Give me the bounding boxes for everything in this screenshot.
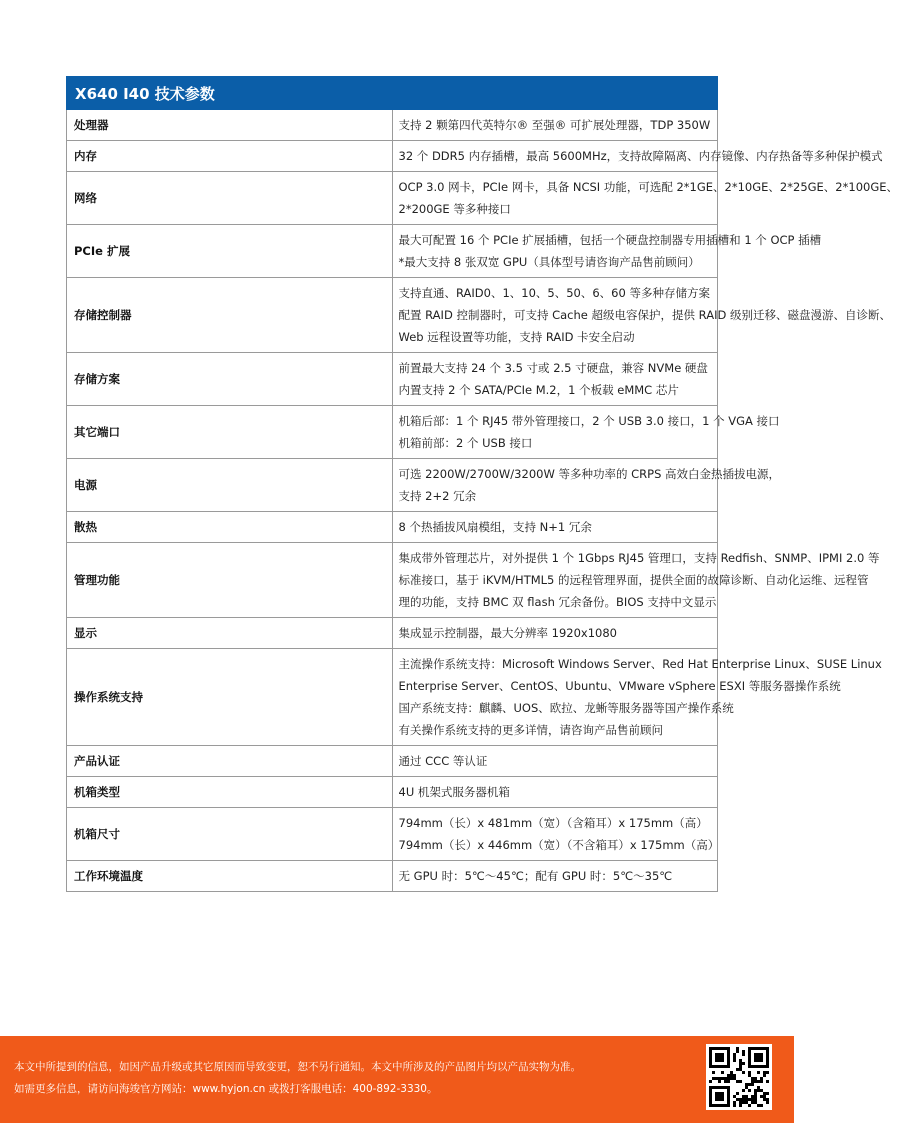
spec-row (67, 512, 718, 543)
spec-value-line: 可选 2200W/2700W/3200W 等多种功率的 CRPS 高效白金热插拔电源， (398, 467, 781, 481)
spec-body (67, 110, 898, 892)
spec-value-line: 无 GPU 时：5℃～45℃；配有 GPU 时：5℃～35℃ (398, 869, 673, 883)
spec-label: 其它端口 (67, 406, 393, 459)
spec-value-line: 集成带外管理芯片，对外提供 1 个 1Gbps RJ45 管理口，支持 Redfish、SNMP、IPMI 2.0 等 (398, 551, 880, 565)
spec-row (67, 649, 718, 746)
spec-value-line: 配置 RAID 控制器时，可支持 Cache 超级电容保护，提供 RAID 级别迁移、磁盘漫游、自诊断、 (398, 308, 891, 322)
footer-disclaimer: 本文中所提到的信息，如因产品升级或其它原因而导致变更，恕不另行通知。本文中所涉及的产品图片均以产品实物为准。 (14, 1061, 581, 1073)
spec-value-line: 机箱前部：2 个 USB 接口 (398, 436, 533, 450)
spec-value (392, 777, 718, 808)
spec-value-line: 集成显示控制器，最大分辨率 1920x1080 (398, 626, 617, 640)
spec-row (67, 808, 718, 861)
spec-row (67, 459, 718, 512)
spec-row (67, 777, 718, 808)
spec-label: 产品认证 (67, 746, 393, 777)
spec-row (67, 746, 718, 777)
spec-value-line: 最大可配置 16 个 PCIe 扩展插槽，包括一个硬盘控制器专用插槽和 1 个 OCP 插槽 (398, 233, 822, 247)
spec-value-line: 2*200GE 等多种接口 (398, 202, 511, 216)
spec-value-line: 支持 2 颗第四代英特尔® 至强® 可扩展处理器，TDP 350W (398, 118, 711, 132)
spec-value-line: 794mm（长）x 481mm（宽）（含箱耳）x 175mm（高） (398, 816, 708, 830)
spec-value-line: 通过 CCC 等认证 (398, 754, 488, 768)
spec-value (392, 746, 718, 777)
spec-label: 网络 (67, 172, 393, 225)
spec-value (392, 512, 718, 543)
spec-value (392, 406, 780, 459)
spec-value (392, 110, 718, 141)
spec-row (67, 110, 718, 141)
spec-value (392, 459, 781, 512)
spec-value-line: Web 远程设置等功能，支持 RAID 卡安全启动 (398, 330, 635, 344)
spec-label: 机箱尺寸 (67, 808, 393, 861)
spec-label: 管理功能 (67, 543, 393, 618)
spec-value (392, 278, 891, 353)
spec-value-line: 794mm（长）x 446mm（宽）（不含箱耳）x 175mm（高） (398, 838, 720, 852)
spec-value (392, 649, 882, 746)
spec-value-line: Enterprise Server、CentOS、Ubuntu、VMware vSphere ESXI 等服务器操作系统 (398, 679, 841, 693)
spec-label: 内存 (67, 141, 393, 172)
spec-value-line: 32 个 DDR5 内存插槽，最高 5600MHz，支持故障隔离、内存镜像、内存热备等多种保护模式 (398, 149, 883, 163)
spec-value-line: 内置支持 2 个 SATA/PCIe M.2，1 个板载 eMMC 芯片 (398, 383, 679, 397)
spec-value-line: 理的功能，支持 BMC 双 flash 冗余备份。BIOS 支持中文显示 (398, 595, 717, 609)
spec-value-line: 支持直通、RAID0、1、10、5、50、6、60 等多种存储方案 (398, 286, 710, 300)
spec-row (67, 353, 718, 406)
spec-row (67, 141, 718, 172)
spec-value (392, 543, 880, 618)
spec-label: 机箱类型 (67, 777, 393, 808)
spec-value-line: 4U 机架式服务器机箱 (398, 785, 510, 799)
spec-row (67, 225, 718, 278)
spec-value (392, 808, 718, 861)
spec-row (67, 618, 718, 649)
spec-value-line: OCP 3.0 网卡，PCIe 网卡，具备 NCSI 功能，可选配 2*1GE、2*10GE、2*25GE、2*100GE、 (398, 180, 898, 194)
spec-row (67, 278, 718, 353)
spec-row (67, 172, 718, 225)
spec-label: 散热 (67, 512, 393, 543)
spec-label: PCIe 扩展 (67, 225, 393, 278)
spec-value (392, 225, 822, 278)
spec-table (66, 76, 898, 892)
spec-value-line: 有关操作系统支持的更多详情，请咨询产品售前顾问 (398, 723, 663, 737)
spec-label: 工作环境温度 (67, 861, 393, 892)
spec-value-line: 机箱后部：1 个 RJ45 带外管理接口，2 个 USB 3.0 接口，1 个 VGA 接口 (398, 414, 780, 428)
spec-value-line: 8 个热插拔风扇模组，支持 N+1 冗余 (398, 520, 592, 534)
footer-text (14, 1056, 581, 1100)
spec-row (67, 406, 718, 459)
spec-value (392, 172, 898, 225)
spec-value (392, 618, 718, 649)
spec-value-line: 国产系统支持：麒麟、UOS、欧拉、龙蜥等服务器等国产操作系统 (398, 701, 734, 715)
footer (0, 1036, 794, 1123)
spec-label: 存储控制器 (67, 278, 393, 353)
spec-row (67, 543, 718, 618)
spec-value-line: 标准接口，基于 iKVM/HTML5 的远程管理界面，提供全面的故障诊断、自动化运维、远程管 (398, 573, 869, 587)
spec-label: 处理器 (67, 110, 393, 141)
spec-value (392, 861, 718, 892)
spec-value (392, 141, 883, 172)
spec-row (67, 861, 718, 892)
table-title: X640 I40 技术参数 (67, 77, 718, 110)
spec-label: 电源 (67, 459, 393, 512)
qr-code-icon (706, 1044, 772, 1110)
spec-label: 存储方案 (67, 353, 393, 406)
spec-value-line: 前置最大支持 24 个 3.5 寸或 2.5 寸硬盘，兼容 NVMe 硬盘 (398, 361, 708, 375)
footer-contact: 如需更多信息，请访问海竣官方网站：www.hyjon.cn 或拨打客服电话：400-892-3330。 (14, 1083, 438, 1095)
spec-value-line: 主流操作系统支持：Microsoft Windows Server、Red Hat Enterprise Linux、SUSE Linux (398, 657, 882, 671)
spec-label: 操作系统支持 (67, 649, 393, 746)
spec-value-line: *最大支持 8 张双宽 GPU（具体型号请咨询产品售前顾问） (398, 255, 700, 269)
spec-value-line: 支持 2+2 冗余 (398, 489, 477, 503)
spec-value (392, 353, 718, 406)
spec-label: 显示 (67, 618, 393, 649)
